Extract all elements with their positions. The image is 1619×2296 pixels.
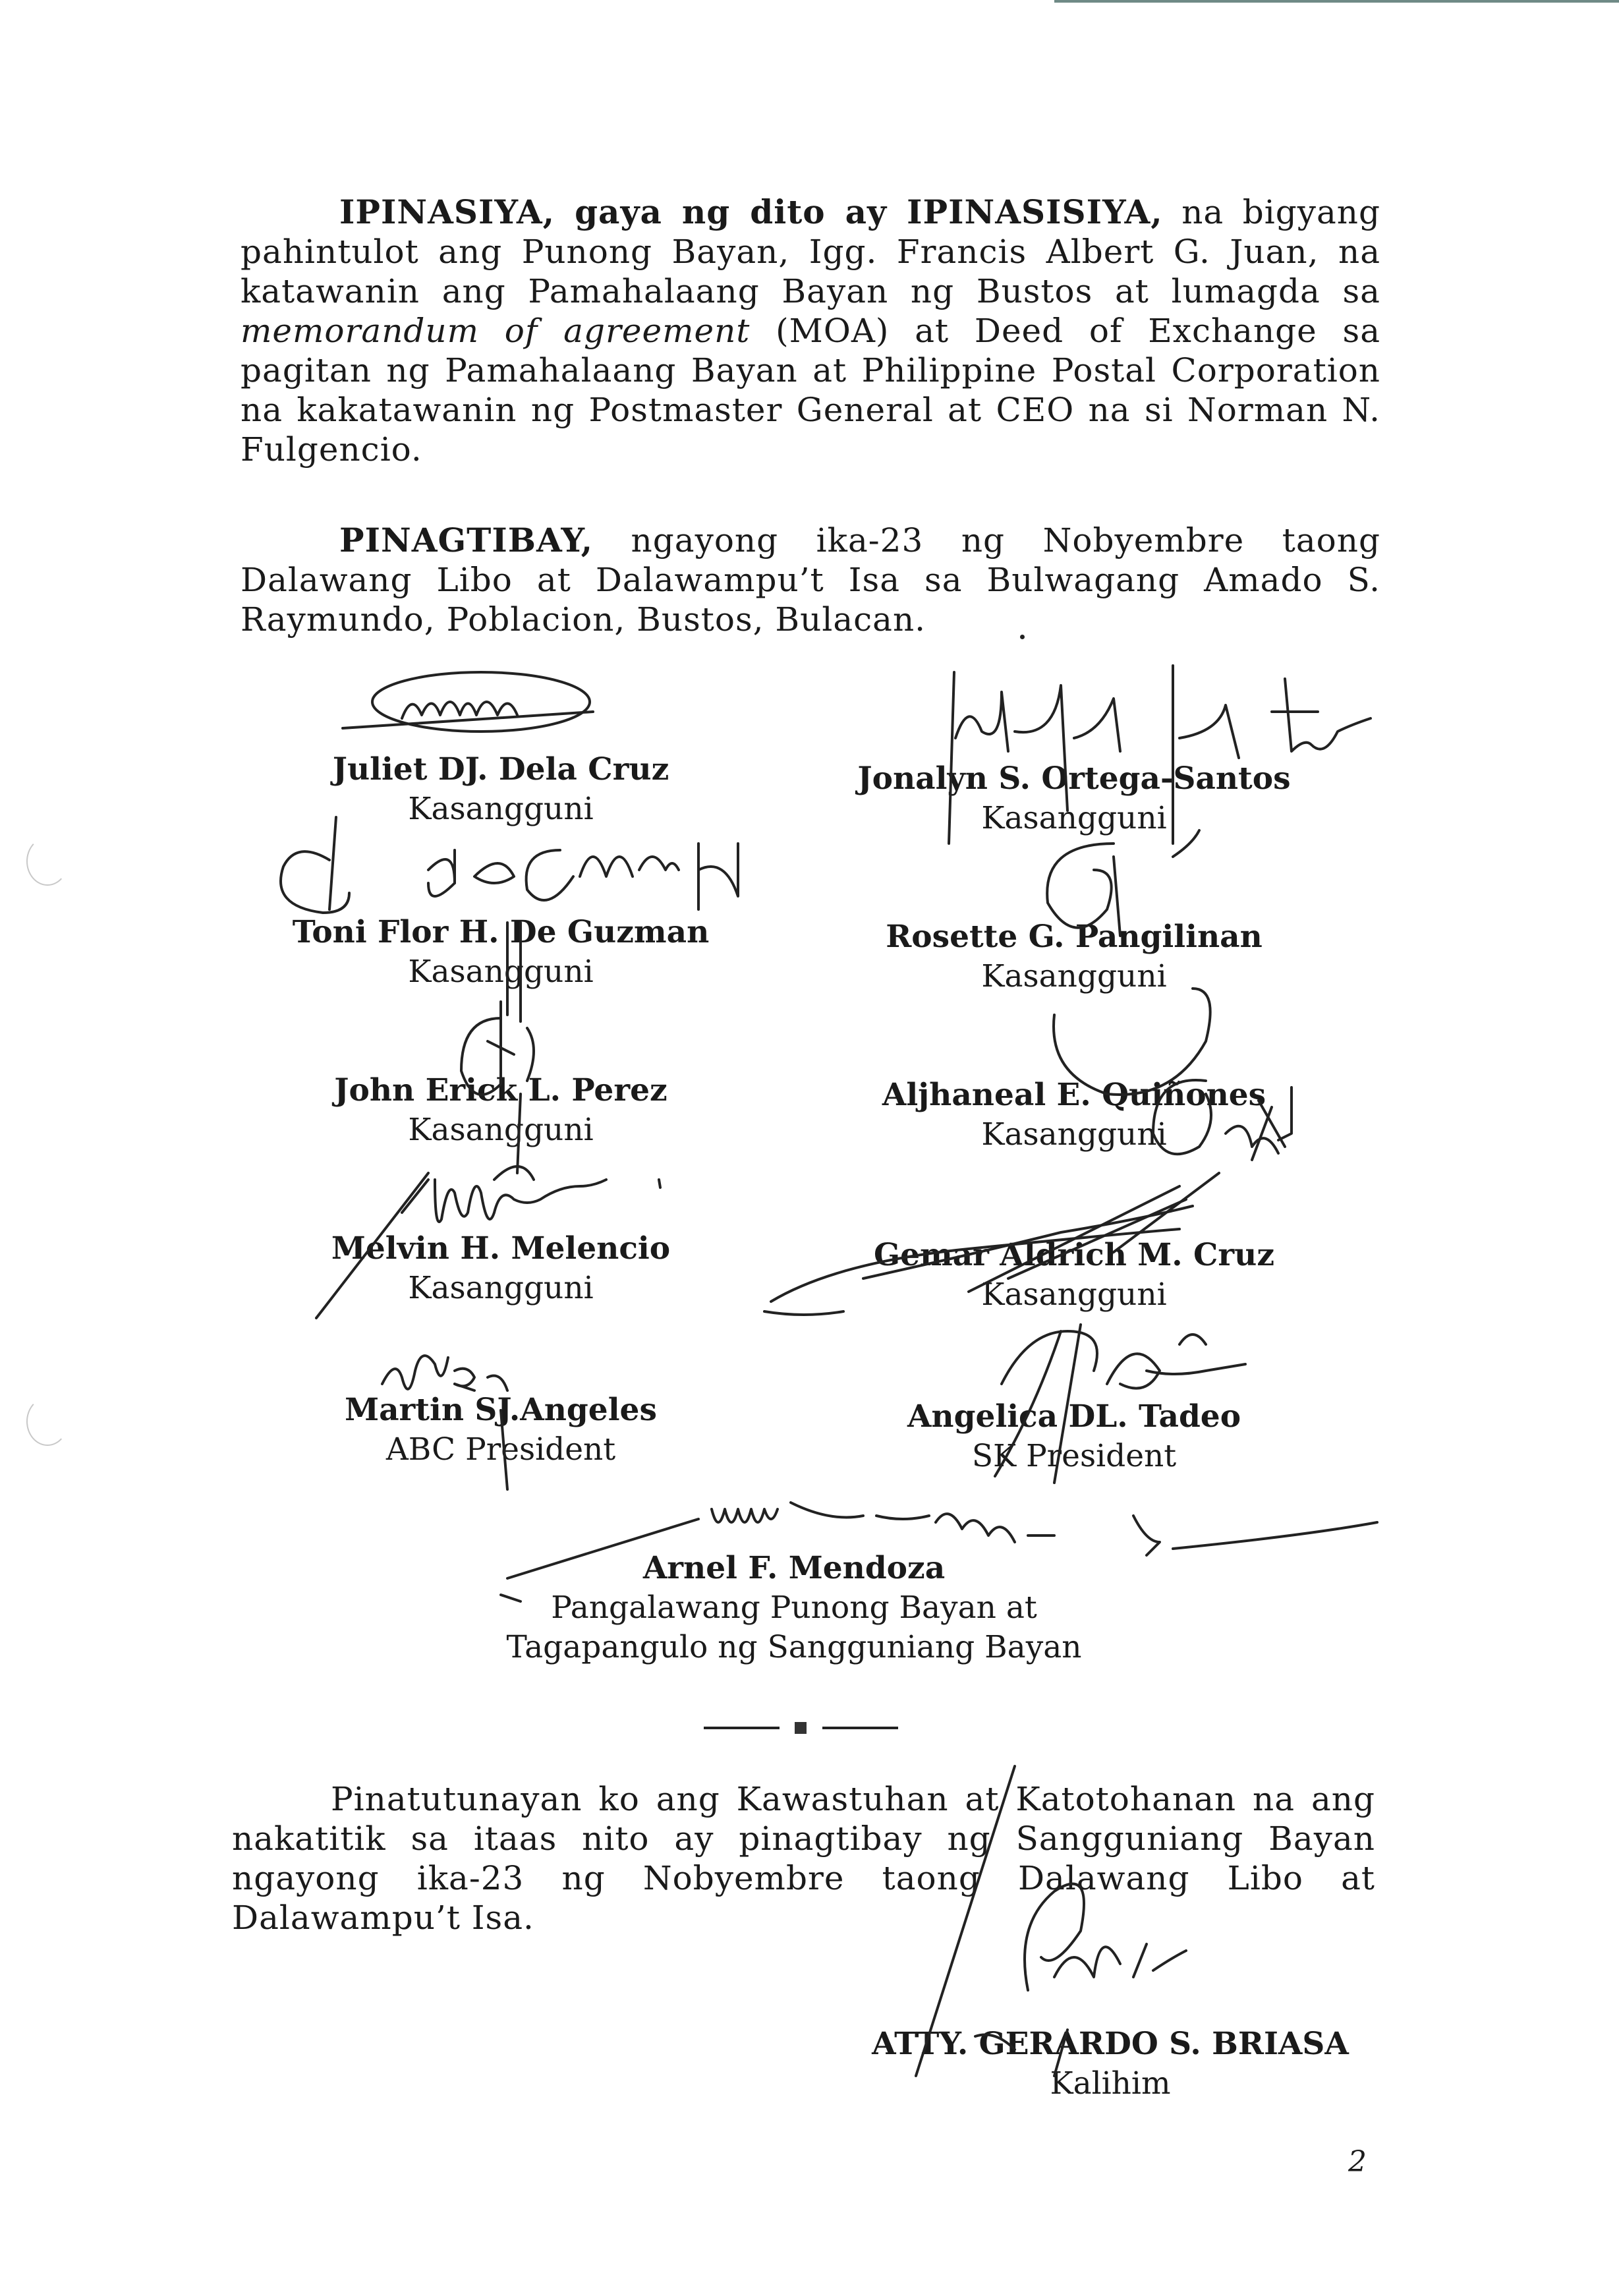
signatory-role: Kasangguni bbox=[408, 791, 594, 827]
signatory-name: Martin SJ.Angeles bbox=[345, 1392, 657, 1428]
signatory-role: Kasangguni bbox=[981, 958, 1167, 994]
section-divider-ornament bbox=[704, 1721, 901, 1735]
signatory-role: SK President bbox=[971, 1438, 1177, 1474]
secretary-block bbox=[837, 2024, 1384, 2104]
signatory-block bbox=[204, 1229, 797, 1308]
resolution-lead: IPINASIYA, gaya ng dito ay IPINASISIYA, bbox=[339, 192, 1163, 231]
binder-hole-mark bbox=[26, 837, 69, 886]
signatory-role: Kasangguni bbox=[408, 954, 594, 990]
signatory-role: Kasangguni bbox=[408, 1112, 594, 1148]
signatory-name: Gemar Aldrich M. Cruz bbox=[873, 1237, 1275, 1273]
secretary-role: Kalihim bbox=[1050, 2065, 1171, 2102]
signatory-role: ABC President bbox=[385, 1431, 616, 1468]
resolution-text-2: (MOA) at Deed of Exchange sa pagitan ng Pamahalaang Bayan at Philippine Postal Corporation na kakatawanin ng Postmaster General at CEO na si Norman N. Fulgencio. bbox=[241, 312, 1381, 469]
signatory-name: Toni Flor H. De Guzman bbox=[292, 914, 710, 950]
binder-hole-mark bbox=[26, 1397, 69, 1446]
presiding-role-line-1: Pangalawang Punong Bayan at bbox=[551, 1590, 1037, 1626]
signatory-role: Kasangguni bbox=[981, 800, 1167, 836]
signatory-name: Rosette G. Pangilinan bbox=[886, 919, 1263, 955]
signatory-name: Melvin H. Melencio bbox=[331, 1230, 671, 1267]
signatory-block bbox=[204, 1071, 797, 1150]
resolution-text-1: na bigyang pahintulot ang Punong Bayan, Igg. Francis Albert G. Juan, na katawanin ang Pamahalaang Bayan ng Bustos at lumagda sa bbox=[241, 193, 1380, 310]
approval-text: ngayong ika-23 ng Nobyembre taong Dalawang Libo at Dalawampu’t Isa sa Bulwagang Amado S. Raymundo, Poblacion, Bustos, Bulacan. bbox=[241, 521, 1380, 639]
signatory-block bbox=[778, 759, 1371, 838]
signatory-block bbox=[778, 1397, 1371, 1476]
signatory-block bbox=[778, 917, 1371, 996]
signatory-name: Angelica DL. Tadeo bbox=[907, 1398, 1241, 1435]
stray-dot bbox=[1020, 635, 1025, 639]
signatory-block bbox=[204, 750, 797, 829]
top-edge-rule bbox=[1054, 0, 1619, 3]
resolution-italic: memorandum of agreement bbox=[241, 312, 751, 350]
signatory-name: John Erick L. Perez bbox=[334, 1072, 667, 1108]
signatory-block bbox=[204, 1391, 797, 1470]
signatory-block bbox=[778, 1236, 1371, 1315]
resolution-paragraph bbox=[241, 192, 1380, 469]
approval-paragraph bbox=[241, 521, 1380, 639]
signatory-name: Jonalyn S. Ortega-Santos bbox=[857, 761, 1291, 797]
signatory-role: Kasangguni bbox=[981, 1277, 1167, 1313]
signatory-name: Juliet DJ. Dela Cruz bbox=[332, 751, 669, 788]
signatory-name: Aljhaneal E. Quiñones bbox=[882, 1077, 1266, 1113]
signatory-role: Kasangguni bbox=[981, 1116, 1167, 1153]
signature-dela-cruz bbox=[343, 672, 593, 732]
certification-paragraph: Pinatutunayan ko ang Kawastuhan at Katotohanan na ang nakatitik sa itaas nito ay pinagtibay ng Sangguniang Bayan ngayong ika-23 ng Nobyembre taong Dalawang Libo at Dalawampu’t Isa. bbox=[232, 1780, 1375, 1937]
secretary-name: ATTY. GERARDO S. BRIASA bbox=[872, 2026, 1349, 2062]
presiding-officer-block bbox=[448, 1549, 1140, 1667]
presiding-name: Arnel F. Mendoza bbox=[642, 1550, 946, 1586]
page-number: 2 bbox=[1348, 2145, 1367, 2179]
signatory-role: Kasangguni bbox=[408, 1270, 594, 1306]
approval-lead: PINAGTIBAY, bbox=[339, 521, 593, 560]
signatory-block bbox=[204, 913, 797, 992]
presiding-role-line-2: Tagapangulo ng Sangguniang Bayan bbox=[506, 1629, 1082, 1665]
signatory-block bbox=[778, 1076, 1371, 1155]
